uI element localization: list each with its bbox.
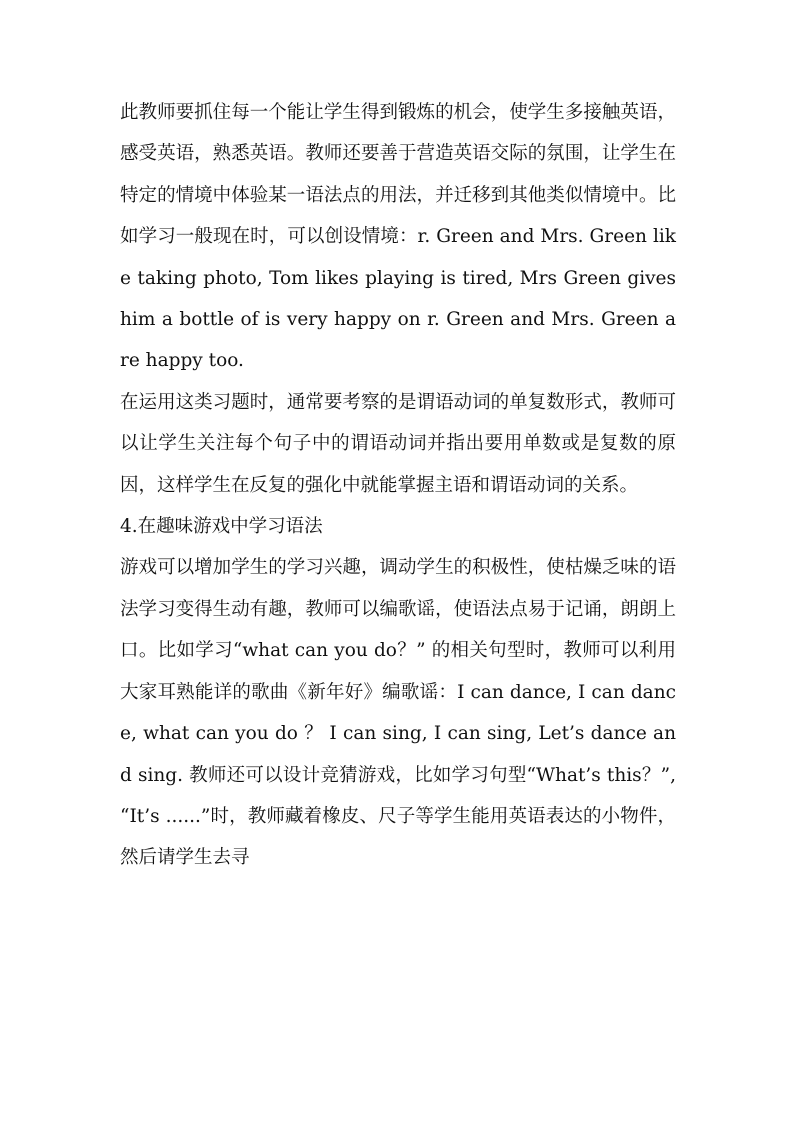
- paragraph-games: 游戏可以增加学生的学习兴趣，调动学生的积极性，使枯燥乏味的语法学习变得生动有趣，教师可以编歌谣，使语法点易于记诵，朗朗上口。比如学习“what can you do？” 的相关句型时，教师可以利用大家耳熟能详的歌曲《新年好》编歌谣：I can dance, I can dance, what can you do ？ I can sing, I can sing, Let’s dance and sing. 教师还可以设计竞猜游戏，比如学习句型“What’s this？”, “It’s ......”时，教师藏着橡皮、尺子等学生能用英语表达的小物件，然后请学生去寻: [120, 557, 676, 869]
- paragraph-context-example: 此教师要抓住每一个能让学生得到锻炼的机会，使学生多接触英语，感受英语，熟悉英语。教师还要善于营造英语交际的氛围，让学生在特定的情境中体验某一语法点的用法，并迁移到其他类似情境中。比如学习一般现在时，可以创设情境：r. Green and Mrs. Green like taking photo, Tom likes playing is tired, Mrs Green gives him a bottle of is very happy on r. Green and Mrs. Green are happy too.: [120, 102, 676, 372]
- document-body: [120, 92, 676, 879]
- section-heading-games: 4.在趣味游戏中学习语法: [120, 516, 323, 538]
- paragraph-exercise-usage: 在运用这类习题时，通常要考察的是谓语动词的单复数形式，教师可以让学生关注每个句子中的谓语动词并指出要用单数或是复数的原因，这样学生在反复的强化中就能掌握主语和谓语动词的关系。: [120, 391, 676, 496]
